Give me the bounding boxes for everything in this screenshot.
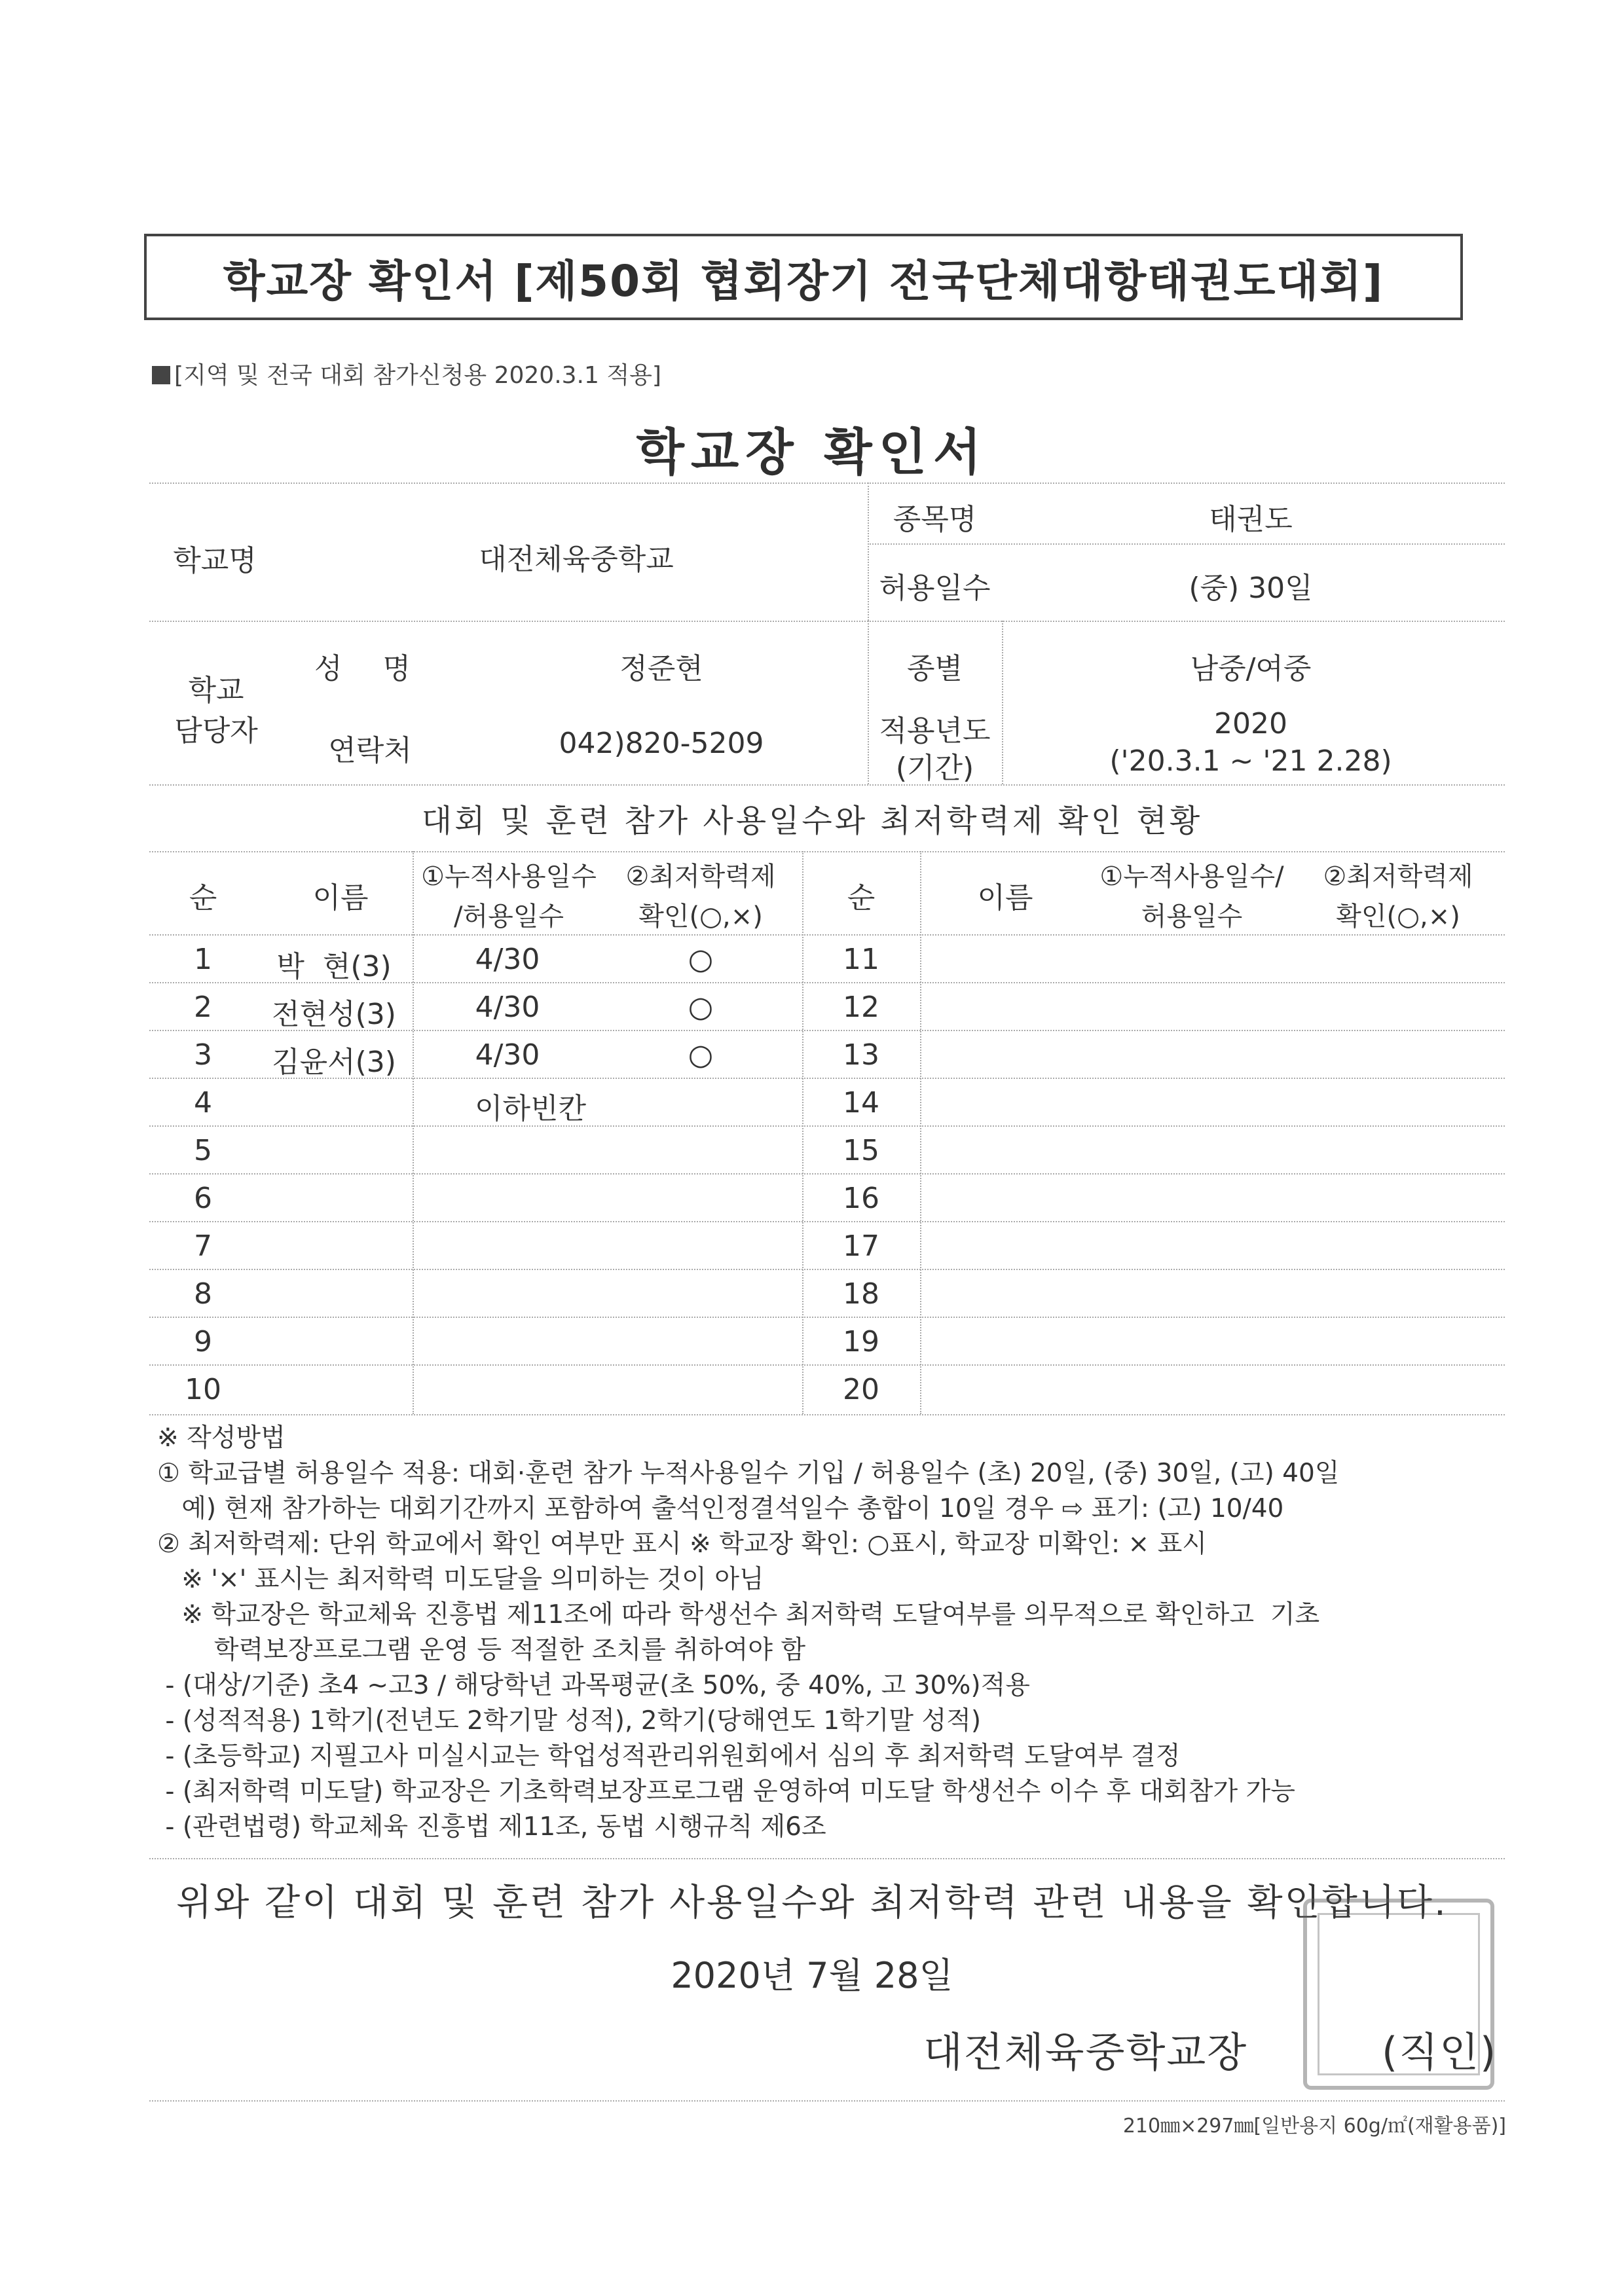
instruction-line: ① 학교급별 허용일수 적용: 대회·훈련 참가 누적사용일수 기입 / 허용일수 (초) 20일, (중) 30일, (고) 40일 (157, 1459, 1340, 1488)
instruction-line: - (관련법령) 학교체육 진흥법 제11조, 동법 시행규칙 제6조 (157, 1812, 826, 1842)
instruction-line: ② 최저학력제: 단위 학교에서 확인 여부만 표시 ※ 학교장 확인: ○표시, 학교장 미확인: × 표시 (157, 1529, 1207, 1559)
divider (149, 851, 1505, 852)
event-label: 종목명 (893, 503, 977, 536)
student-check: ○ (688, 1038, 714, 1072)
student-name: 박 현(3) (276, 950, 392, 983)
instruction-line: ※ 학교장은 학교체육 진흥법 제11조에 따라 학생선수 최저학력 도달여부를 의무적으로 확인하고 기초 (157, 1600, 1320, 1630)
divider (149, 1858, 1505, 1859)
row-num: 8 (194, 1277, 212, 1311)
row-num: 2 (194, 991, 212, 1024)
header-days: /허용일수 (453, 902, 564, 932)
divider (149, 1269, 1505, 1270)
notice-line (152, 357, 661, 390)
gender-value: 남중/여중 (1190, 652, 1312, 685)
manager-label: 담당자 (174, 714, 258, 748)
allowed-days-label: 허용일수 (879, 572, 991, 605)
row-num-right: 13 (843, 1038, 879, 1072)
instruction-line: - (대상/기준) 초4 ~고3 / 해당학년 과목평균(초 50%, 중 40%, 고 30%)적용 (157, 1671, 1030, 1700)
divider (149, 483, 1505, 484)
divider (868, 543, 1505, 545)
divider (802, 851, 803, 1414)
header-num-right: 순 (847, 881, 876, 915)
divider (413, 851, 414, 1414)
year-value: 2020 (1214, 707, 1287, 740)
year-label: 적용년도 (879, 714, 991, 748)
contact-label: 연락처 (328, 734, 412, 767)
row-num: 1 (194, 943, 212, 976)
divider (149, 934, 1505, 936)
header-days-right: ①누적사용일수/ (1099, 862, 1284, 892)
notice-text: [지역 및 전국 대회 참가신청용 2020.3.1 적용] (174, 362, 661, 389)
student-days: 4/30 (475, 991, 540, 1024)
divider (149, 1364, 1505, 1366)
header-num: 순 (189, 881, 217, 915)
row-num-right: 11 (843, 943, 879, 976)
header-days: ①누적사용일수 (421, 862, 597, 892)
student-check: ○ (688, 943, 714, 976)
row-num: 3 (194, 1038, 212, 1072)
row-num: 10 (185, 1373, 221, 1406)
confirm-text: 위와 같이 대회 및 훈련 참가 사용일수와 최저학력 관련 내용을 확인합니다. (176, 1882, 1448, 1924)
seal-label: (직인) (1382, 2028, 1498, 2076)
row-num: 4 (194, 1086, 212, 1120)
manager-name-value: 정준현 (619, 652, 703, 685)
divider (1002, 621, 1003, 784)
header-min: ②최저학력제 (625, 862, 776, 892)
row-num-right: 20 (843, 1373, 879, 1406)
date: 2020년 7월 28일 (671, 1955, 953, 1996)
header-days-right: 허용일수 (1141, 902, 1243, 932)
document-title: 학교장 확인서 [제50회 협회장기 전국단체대항태권도대회] (144, 234, 1463, 320)
divider (149, 1317, 1505, 1318)
header-min: 확인(○,×) (638, 902, 763, 932)
student-days: 4/30 (475, 1038, 540, 1072)
row-num-right: 17 (843, 1230, 879, 1263)
row-num: 5 (194, 1134, 212, 1167)
divider (149, 2100, 1505, 2102)
student-days: 4/30 (475, 943, 540, 976)
name-label: 성 명 (314, 652, 426, 685)
instruction-line: - (성적적용) 1학기(전년도 2학기말 성적), 2학기(당해연도 1학기말 성적) (157, 1706, 982, 1736)
row-num-right: 14 (843, 1086, 879, 1120)
student-check: ○ (688, 991, 714, 1024)
instruction-line: ※ 작성방법 (157, 1423, 286, 1453)
divider (149, 1221, 1505, 1222)
instruction-line: 예) 현재 참가하는 대회기간까지 포함하여 출석인정결석일수 총합이 10일 경우 ⇨ 표기: (고) 10/40 (157, 1494, 1284, 1523)
header-min-right: 확인(○,×) (1336, 902, 1460, 932)
row-num: 9 (194, 1325, 212, 1358)
contact-value: 042)820-5209 (559, 727, 764, 760)
square-bullet-icon (152, 366, 170, 384)
header-name-right: 이름 (977, 881, 1033, 915)
row-num-right: 19 (843, 1325, 879, 1358)
header-name: 이름 (312, 881, 369, 915)
school-signature: 대전체육중학교장 (923, 2028, 1248, 2076)
manager-label: 학교 (188, 674, 244, 707)
period-value: ('20.3.1 ~ '21 2.28) (1109, 744, 1392, 778)
event-value: 태권도 (1209, 503, 1293, 536)
row-num: 7 (194, 1230, 212, 1263)
divider (149, 1414, 1505, 1415)
student-name: 전현성(3) (272, 998, 396, 1031)
student-name: 김윤서(3) (272, 1046, 396, 1079)
divider (920, 851, 921, 1414)
row-num-right: 16 (843, 1182, 879, 1215)
divider (149, 1125, 1505, 1127)
status-title: 대회 및 훈련 참가 사용일수와 최저학력제 확인 현황 (421, 803, 1203, 839)
row-num-right: 15 (843, 1134, 879, 1167)
row-num-right: 12 (843, 991, 879, 1024)
row-num-right: 18 (843, 1277, 879, 1311)
blank-note: 이하빈칸 (474, 1092, 586, 1125)
main-title: 학교장 확인서 (636, 423, 988, 481)
instruction-line: 학력보장프로그램 운영 등 적절한 조치를 취하여야 함 (157, 1635, 805, 1665)
footer-note: 210㎜×297㎜[일반용지 60g/㎡(재활용품)] (1122, 2115, 1506, 2138)
instruction-line: - (최저학력 미도달) 학교장은 기초학력보장프로그램 운영하여 미도달 학생선수 이수 후 대회참가 가능 (157, 1777, 1295, 1806)
header-min-right: ②최저학력제 (1323, 862, 1473, 892)
divider (149, 1173, 1505, 1175)
gender-label: 종별 (906, 652, 963, 685)
instruction-line: - (초등학교) 지필고사 미실시교는 학업성적관리위원회에서 심의 후 최저학력 도달여부 결정 (157, 1741, 1181, 1771)
instruction-line: ※ '×' 표시는 최저학력 미도달을 의미하는 것이 아님 (157, 1565, 764, 1594)
row-num: 6 (194, 1182, 212, 1215)
year-label: (기간) (895, 752, 974, 785)
divider (149, 784, 1505, 786)
school-value: 대전체육중학교 (479, 543, 674, 576)
allowed-days-value: (중) 30일 (1189, 572, 1313, 605)
divider (149, 621, 1505, 622)
school-label: 학교명 (173, 544, 257, 577)
instructions (157, 1421, 1506, 1845)
